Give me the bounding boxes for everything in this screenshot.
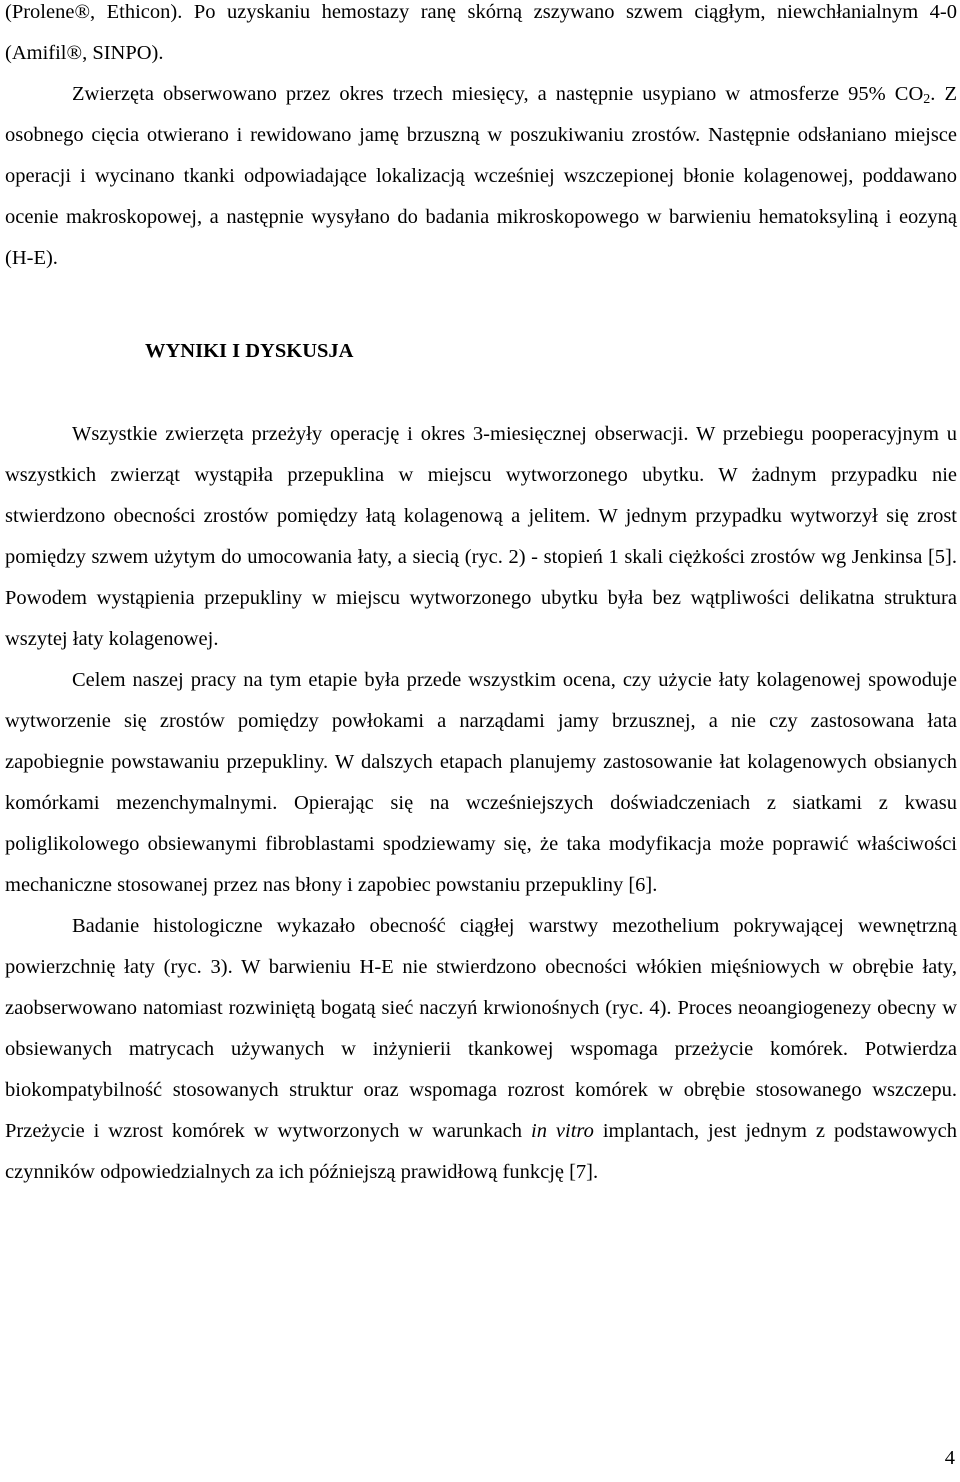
observation-text-part2: . Z osobnego cięcia otwierano i rewidowano jamę brzuszną w poszukiwaniu zrostów. Następnie odsłaniano miejsce operacji i wycinano tkanki odpowiadające lokalizacją wcześniej wszczepionej błonie kolagenowej, poddawano ocenie makroskopowej, a następnie wysyłano do badania mikroskopowego w barwieniu hematoksyliną i eozyną (H-E).: [5, 83, 957, 269]
page-number: 4: [944, 1447, 955, 1469]
histology-text-part1: Badanie histologiczne wykazało obecność ciągłej warstwy mezothelium pokrywającej wewnętrzną powierzchnię łaty (ryc. 3). W barwieniu H-E nie stwierdzono obecności włókien mięśniowych w obrębie łaty, zaobserwowano natomiast rozwiniętą bogatą sieć naczyń krwionośnych (ryc. 4). Proces neoangiogenezy obecny w obsiewanych matrycach używanych w inżynierii tkankowej wspomaga przeżycie komórek. Potwierdza biokompatybilność stosowanych struktur oraz wspomaga rozrost komórek w obrębie stosowanego wszczepu. Przeżycie i wzrost komórek w wytworzonych w warunkach: [5, 915, 957, 1142]
paragraph-results-1: Wszystkie zwierzęta przeżyły operację i okres 3-miesięcznej obserwacji. W przebiegu pooperacyjnym u wszystkich zwierząt wystąpiła przepuklina w miejscu wytworzonego ubytku. W żadnym przypadku nie stwierdzono obecności zrostów pomiędzy łatą kolagenową a jelitem. W jednym przypadku wytworzył się zrost pomiędzy szwem użytym do umocowania łaty, a siecią (ryc. 2) - stopień 1 skali ciężkości zrostów wg Jenkinsa [5]. Powodem wystąpienia przepukliny w miejscu wytworzonego ubytku była bez wątpliwości delikatna struktura wszytej łaty kolagenowej.: [5, 423, 957, 650]
paragraph-histology: [5, 906, 957, 1193]
section-heading-results: WYNIKI I DYSKUSJA: [145, 340, 354, 362]
paragraph-methods-end: (Prolene®, Ethicon). Po uzyskaniu hemostazy ranę skórną zszywano szwem ciągłym, niewchłanialnym 4-0 (Amifil®, SINPO).: [5, 1, 957, 64]
co2-subscript: 2: [923, 92, 931, 107]
document-page: [5, 0, 957, 1193]
paragraph-observation: [5, 74, 957, 279]
paragraph-results-2: Celem naszej pracy na tym etapie była przede wszystkim ocena, czy użycie łaty kolagenowej spowoduje wytworzenie się zrostów pomiędzy powłokami a narządami jamy brzusznej, a nie czy zastosowana łata zapobiegnie powstawaniu przepukliny. W dalszych etapach planujemy zastosowanie łat kolagenowych obsianych komórkami mezenchymalnymi. Opierając się na wcześniejszych doświadczeniach z siatkami z kwasu poliglikolowego obsiewanymi fibroblastami spodziewamy się, że taka modyfikacja może poprawić właściwości mechaniczne stosowanej przez nas błony i zapobiec powstaniu przepukliny [6].: [5, 669, 957, 896]
in-vitro-italic: in vitro: [531, 1120, 594, 1142]
histology-text-part2: implantach, jest jednym z podstawowych czynników odpowiedzialnych za ich późniejszą prawidłową funkcję [7].: [5, 1120, 957, 1183]
observation-text-part1: Zwierzęta obserwowano przez okres trzech miesięcy, a następnie usypiano w atmosferze 95% CO: [72, 83, 924, 105]
